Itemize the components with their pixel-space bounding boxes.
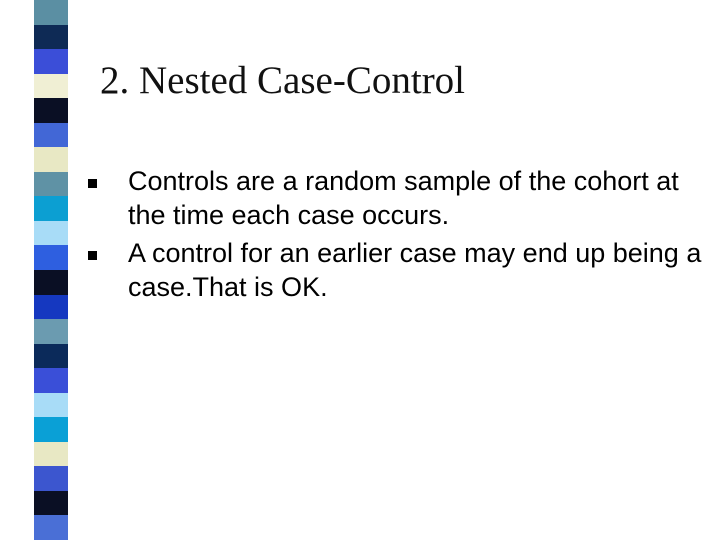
square-bullet-icon [88,251,97,260]
stripe-block [34,123,68,148]
bullet-item [88,164,708,232]
stripe-block [34,466,68,491]
stripe-block [34,196,68,221]
stripe-block [34,245,68,270]
stripe-block [34,74,68,99]
stripe-block [34,368,68,393]
slide-title: 2. Nested Case-Control [100,59,466,102]
stripe-block [34,221,68,246]
stripe-block [34,270,68,295]
stripe-block [34,344,68,369]
stripe-block [34,393,68,418]
bullet-list [88,164,708,304]
stripe-block [34,147,68,172]
decorative-color-stripe [34,0,68,540]
bullet-text: Controls are a random sample of the cohort at the time each case occurs. [128,166,679,230]
square-bullet-icon [88,179,97,188]
stripe-block [34,295,68,320]
stripe-block [34,25,68,50]
stripe-block [34,515,68,540]
stripe-block [34,417,68,442]
stripe-block [34,0,68,25]
bullet-item [88,236,708,304]
stripe-block [34,172,68,197]
stripe-block [34,491,68,516]
stripe-block [34,98,68,123]
stripe-block [34,442,68,467]
stripe-block [34,49,68,74]
stripe-block [34,319,68,344]
bullet-text: A control for an earlier case may end up being a case.That is OK. [128,238,702,302]
